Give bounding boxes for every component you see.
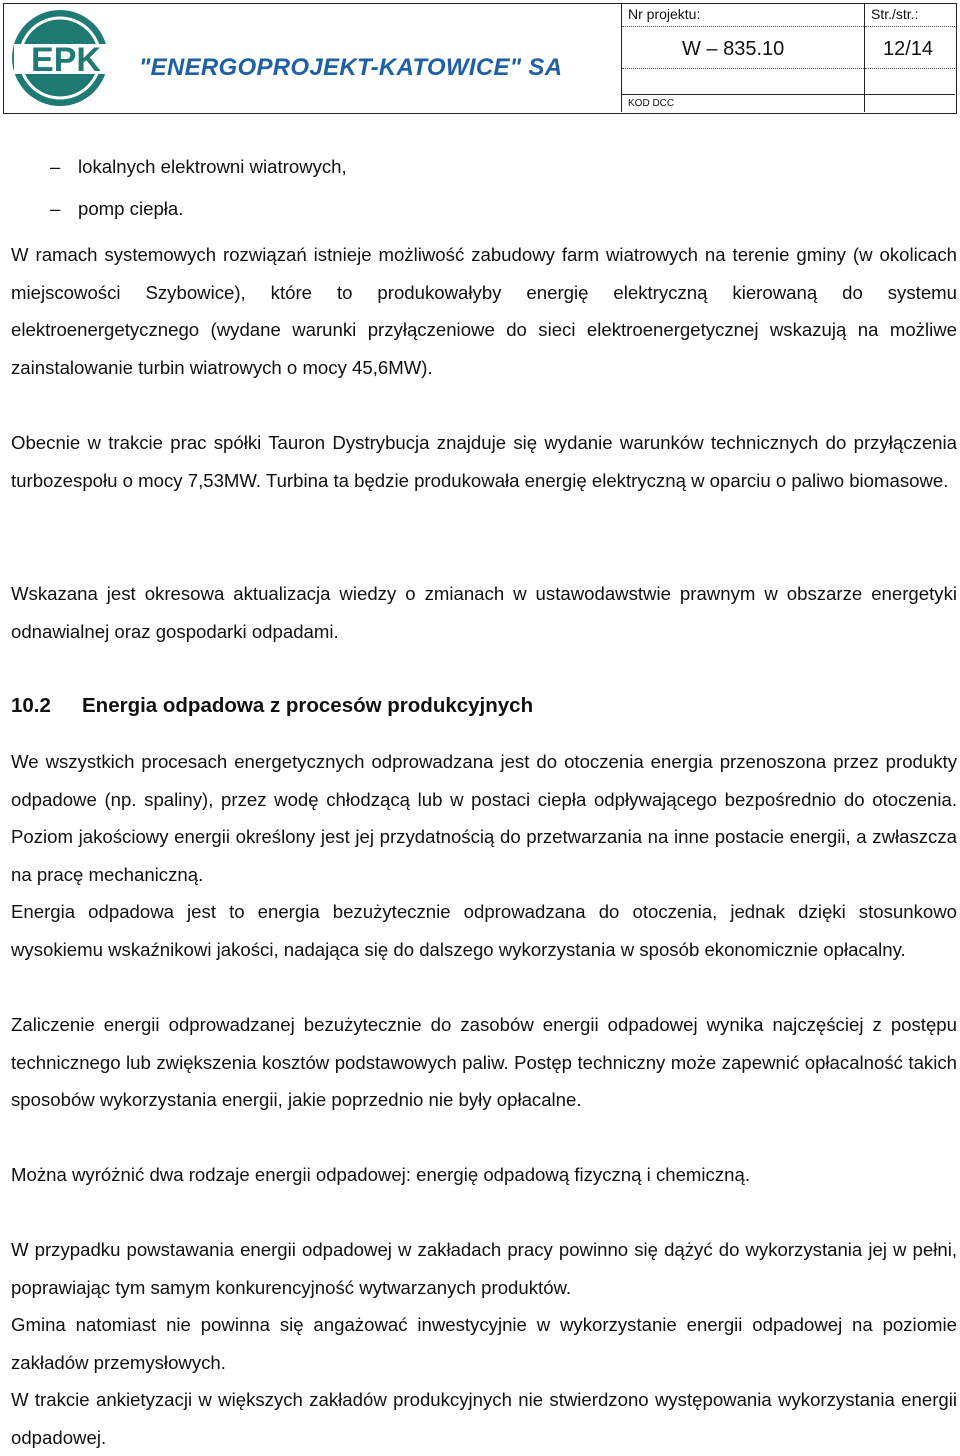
company-name: "ENERGOPROJEKT-KATOWICE" SA — [139, 54, 563, 81]
divider — [622, 26, 864, 27]
section-title: Energia odpadowa z procesów produkcyjnych — [82, 694, 534, 717]
paragraph — [11, 424, 957, 499]
paragraph — [11, 1156, 957, 1194]
paragraph-text: Gmina natomiast nie powinna się angażować inwestycyjnie w wykorzystanie energii odpadowej na poziomie zakładów przemysłowych. — [11, 1314, 957, 1373]
paragraph — [11, 575, 957, 650]
divider — [865, 26, 955, 27]
page-label: Str./str.: — [871, 6, 919, 22]
paragraph — [11, 1006, 957, 1119]
kod-dcc-label: KOD DCC — [628, 98, 675, 109]
section-number: 10.2 — [11, 694, 51, 717]
paragraph-text: W trakcie ankietyzacji w większych zakładów produkcyjnych nie stwierdzono występowania wykorzystania energii odpadowej. — [11, 1389, 957, 1448]
logo-text: EPK — [31, 41, 101, 79]
dash-icon: – — [50, 198, 61, 219]
dash-icon: – — [50, 156, 61, 177]
paragraph-text: We wszystkich procesach energetycznych odprowadzana jest do otoczenia energia przenoszona przez produkty odpadowe (np. spaliny), przez wodę chłodzącą lub w postaci ciepła odpływającego bezpośrednio do otoczenia. Poziom jakościowy energii określony jest jej przydatnością do przetwarzania na inne postacie energii, a zwłaszcza na pracę mechaniczną. — [11, 751, 957, 885]
project-label: Nr projektu: — [628, 6, 701, 22]
section-heading — [11, 694, 533, 718]
paragraph-text: Obecnie w trakcie prac spółki Tauron Dystrybucja znajduje się wydanie warunków technicznych do przyłączenia turbozespołu o mocy 7,53MW. Turbina ta będzie produkowała energię elektryczną w oparciu o paliwo biomasowe. — [11, 432, 957, 491]
paragraph-text: Można wyróżnić dwa rodzaje energii odpadowej: energię odpadową fizyczną i chemiczną. — [11, 1164, 750, 1185]
logo-cell — [4, 4, 622, 112]
paragraph — [11, 236, 957, 386]
project-number: W – 835.10 — [682, 38, 785, 60]
paragraph — [11, 1381, 957, 1456]
paragraph-text: Wskazana jest okresowa aktualizacja wiedzy o zmianach w ustawodawstwie prawnym w obszarze energetyki odnawialnej oraz gospodarki odpadami. — [11, 583, 957, 642]
page-cell — [865, 4, 955, 112]
list-item-text: lokalnych elektrowni wiatrowych, — [78, 156, 347, 177]
divider — [622, 68, 864, 69]
paragraph-text: W ramach systemowych rozwiązań istnieje możliwość zabudowy farm wiatrowych na terenie gminy (w okolicach miejscowości Szybowice), które to produkowałyby energię elektryczną kierowaną do systemu elektroenergetycznego (wydane warunki przyłączeniowe do sieci elektroenergetycznej wskazują na możliwe zainstalowanie turbin wiatrowych o mocy 45,6MW). — [11, 244, 957, 378]
divider — [865, 94, 955, 95]
divider — [865, 68, 955, 69]
project-cell — [622, 4, 865, 112]
document-header — [3, 3, 957, 114]
paragraph-text: Zaliczenie energii odprowadzanej bezużytecznie do zasobów energii odpadowej wynika najczęściej z postępu technicznego lub zwiększenia kosztów podstawowych paliw. Postęp techniczny może zapewnić opłacalność takich sposobów wykorzystania energii, jakie poprzednio nie były opłacalne. — [11, 1014, 957, 1111]
paragraph-text: W przypadku powstawania energii odpadowej w zakładach pracy powinno się dążyć do wykorzystania jej w pełni, poprawiając tym samym konkurencyjność wytwarzanych produktów. — [11, 1239, 957, 1298]
list-item-text: pomp ciepła. — [78, 198, 184, 219]
paragraph — [11, 1306, 957, 1381]
paragraph — [11, 893, 957, 968]
divider — [622, 94, 864, 95]
page-number: 12/14 — [883, 38, 934, 60]
paragraph-text: Energia odpadowa jest to energia bezużytecznie odprowadzana do otoczenia, jednak dzięki stosunkowo wysokiemu wskaźnikowi jakości, nadająca się do dalszego wykorzystania w sposób ekonomicznie opłacalny. — [11, 901, 957, 960]
epk-logo — [10, 8, 120, 108]
list-item — [50, 198, 183, 220]
paragraph — [11, 1231, 957, 1306]
paragraph — [11, 743, 957, 893]
list-item — [50, 156, 347, 178]
